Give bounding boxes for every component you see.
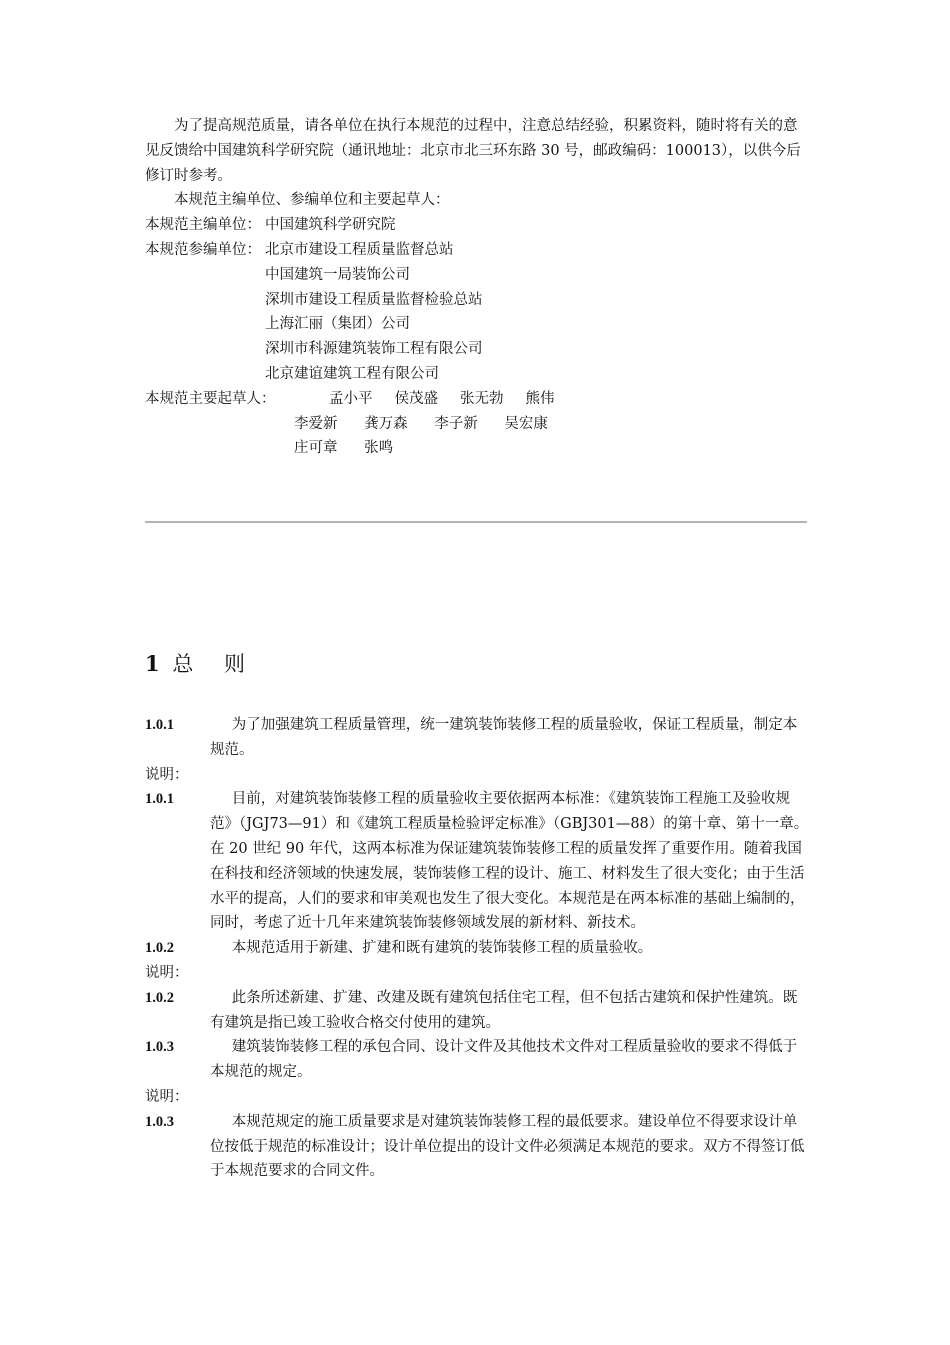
participant-unit-name: 上海汇丽（集团）公司	[265, 316, 410, 333]
explanation-label: 说明：	[145, 964, 189, 981]
participant-unit-list	[145, 263, 810, 387]
clause-list	[145, 713, 810, 1184]
drafter-name: 吴宏康	[504, 415, 548, 432]
chapter-title-char: 总	[172, 652, 194, 676]
participant-unit-name: 中国建筑一局装饰公司	[265, 266, 410, 283]
drafter-row	[145, 387, 810, 412]
clause-explanation	[145, 1110, 810, 1184]
clause-number: 1.0.1	[145, 791, 174, 808]
clause-explanation	[145, 986, 810, 1036]
chapter-title	[145, 649, 269, 679]
units-heading: 本规范主编单位、参编单位和主要起草人：	[174, 192, 450, 209]
chapter-number: 1	[145, 651, 160, 676]
drafter-name: 龚万森	[364, 415, 408, 432]
clause-number: 1.0.2	[145, 940, 174, 957]
chief-unit-label: 本规范主编单位：	[145, 217, 261, 234]
clause-text: 为了加强建筑工程质量管理，统一建筑装饰装修工程的质量验收，保证工程质量，制定本规范。	[210, 717, 798, 758]
drafter-name: 孟小平	[329, 390, 373, 407]
participant-unit-name: 深圳市科源建筑装饰工程有限公司	[265, 341, 483, 358]
explanation-label: 说明：	[145, 766, 189, 783]
drafter-name: 熊伟	[525, 390, 555, 407]
drafter-label: 本规范主要起草人：	[145, 390, 276, 407]
clause-number: 1.0.3	[145, 1039, 174, 1056]
intro-section	[145, 114, 810, 461]
clause-text: 此条所述新建、扩建、改建及既有建筑包括住宅工程，但不包括古建筑和保护性建筑。既有建筑是指已竣工验收合格交付使用的建筑。	[210, 989, 798, 1031]
clause	[145, 936, 810, 961]
drafter-name: 侯茂盛	[394, 390, 438, 407]
participant-unit-name: 北京市建设工程质量监督总站	[265, 241, 454, 258]
drafter-name: 庄可章	[294, 440, 338, 457]
clause-number: 1.0.1	[145, 717, 174, 733]
drafter-name: 李子新	[434, 415, 478, 432]
clause	[145, 713, 810, 763]
clause-text: 本规范适用于新建、扩建和既有建筑的装饰装修工程的质量验收。	[231, 940, 653, 957]
chief-unit-row	[145, 213, 810, 238]
clause-text: 建筑装饰装修工程的承包合同、设计文件及其他技术文件对工程质量验收的要求不得低于本规范的规定。	[210, 1039, 798, 1081]
participant-unit-name: 北京建谊建筑工程有限公司	[265, 365, 439, 382]
drafter-name: 张无勃	[460, 390, 504, 407]
clause-explanation	[145, 787, 810, 936]
clause-number: 1.0.3	[145, 1113, 174, 1130]
explanation-label: 说明：	[145, 1088, 189, 1105]
participant-unit-label: 本规范参编单位：	[145, 241, 261, 258]
clause	[145, 1035, 810, 1085]
drafter-list	[145, 412, 810, 462]
clause-number: 1.0.2	[145, 989, 174, 1006]
participant-unit-row	[145, 238, 810, 263]
chapter-title-char: 则	[224, 652, 245, 676]
clause-text: 本规范规定的施工质量要求是对建筑装饰装修工程的最低要求。建设单位不得要求设计单位按低于规范的标准设计；设计单位提出的设计文件必须满足本规范的要求。双方不得签订低于本规范要求的合同文件。	[210, 1113, 805, 1180]
feedback-paragraph: 为了提高规范质量，请各单位在执行本规范的过程中，注意总结经验，积累资料，随时将有关的意见反馈给中国建筑科学研究院（通讯地址：北京市北三环东路 30 号，邮政编码：100013），以供今后修订时参考。	[145, 118, 801, 184]
clause-text: 目前，对建筑装饰装修工程的质量验收主要依据两本标准：《建筑装饰工程施工及验收规范》（JGJ73—91）和《建筑工程质量检验评定标准》（GBJ301—88）的第十章、第十一章。在 20 世纪 90 年代，这两本标准为保证建筑装饰装修工程的质量发挥了重要作用。随着我国在科技和经济领域的快速发展，装饰装修工程的设计、施工、材料发生了很大变化；由于生活水平的提高，人们的要求和审美观也发生了很大变化。本规范是在两本标准的基础上编制的，同时，考虑了近十几年来建筑装饰装修领域发展的新材料、新技术。	[210, 791, 809, 932]
chief-unit-name: 中国建筑科学研究院	[265, 217, 396, 234]
section-divider	[145, 521, 807, 523]
drafter-name: 张鸣	[364, 440, 394, 457]
drafter-line	[294, 436, 810, 461]
drafter-name: 李爱新	[294, 415, 338, 432]
drafter-line	[294, 412, 810, 437]
participant-unit-name: 深圳市建设工程质量监督检验总站	[265, 291, 483, 308]
